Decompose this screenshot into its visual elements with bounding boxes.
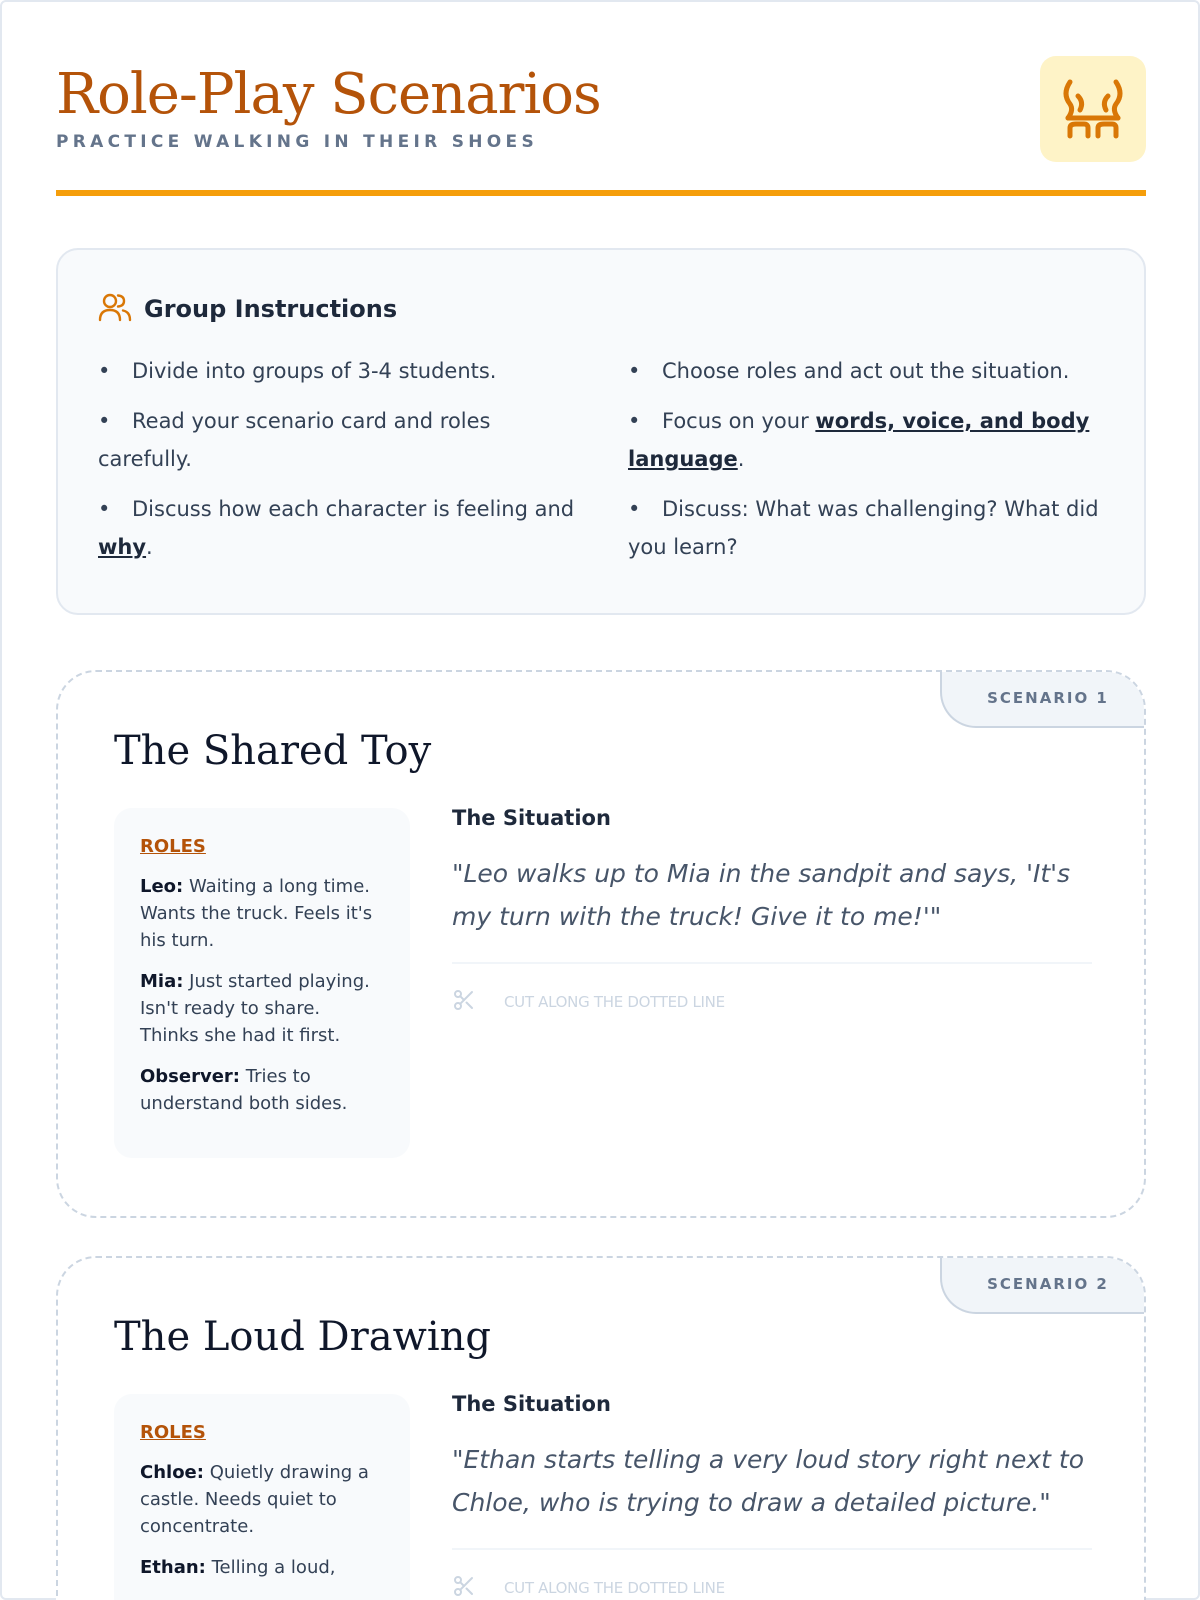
situation-heading: The Situation <box>452 1392 611 1416</box>
scenario-title: The Loud Drawing <box>114 1314 491 1360</box>
scenario-card <box>56 1256 1146 1600</box>
cut-line-note <box>452 1574 1092 1600</box>
situation-text: "Leo walks up to Mia in the sandpit and says, 'It's my turn with the truck! Give it to me!'" <box>452 852 1092 964</box>
theater-icon <box>1040 56 1146 162</box>
instructions-header <box>98 292 397 326</box>
instruction-item: • Focus on your words, voice, and body language. <box>628 409 1090 471</box>
instruction-item: • Divide into groups of 3-4 students. <box>98 359 497 383</box>
role-item: Chloe: Quietly drawing a castle. Needs quiet to concentrate. <box>140 1462 369 1537</box>
cut-text: CUT ALONG THE DOTTED LINE <box>504 1579 725 1597</box>
page-subtitle: PRACTICE WALKING IN THEIR SHOES <box>56 132 539 152</box>
roles-label: ROLES <box>140 836 206 857</box>
emphasis-text: words, voice, and body language <box>628 409 1090 471</box>
roles-panel <box>114 808 410 1158</box>
users-icon <box>98 292 132 326</box>
instruction-item: • Read your scenario card and roles carefully. <box>98 409 491 471</box>
instruction-item: • Discuss how each character is feeling and why. <box>98 497 575 559</box>
page-header <box>56 52 1146 196</box>
cut-text: CUT ALONG THE DOTTED LINE <box>504 993 725 1011</box>
instructions-column-left <box>98 352 578 578</box>
scenario-tag: SCENARIO 1 <box>940 670 1146 728</box>
situation-section <box>452 806 1092 1016</box>
cut-line-note <box>452 988 1092 1016</box>
instructions-column-right <box>628 352 1118 578</box>
role-item: Leo: Waiting a long time. Wants the truck. Feels it's his turn. <box>140 876 373 951</box>
page-title: Role-Play Scenarios <box>56 62 601 127</box>
situation-section <box>452 1392 1092 1600</box>
roles-label: ROLES <box>140 1422 206 1443</box>
scissors-icon <box>452 1574 476 1600</box>
role-item: Ethan: Telling a loud, <box>140 1557 336 1578</box>
scenario-title: The Shared Toy <box>114 728 432 774</box>
instruction-item: • Discuss: What was challenging? What did you learn? <box>628 497 1099 559</box>
situation-heading: The Situation <box>452 806 611 830</box>
role-item: Observer: Tries to understand both sides. <box>140 1066 348 1114</box>
emphasis-text: why <box>98 535 147 559</box>
instructions-title: Group Instructions <box>144 295 398 323</box>
instruction-item: • Choose roles and act out the situation. <box>628 359 1070 383</box>
scissors-icon <box>452 988 476 1016</box>
scenario-card <box>56 670 1146 1218</box>
scenario-tag: SCENARIO 2 <box>940 1256 1146 1314</box>
group-instructions-panel <box>56 248 1146 615</box>
roles-panel <box>114 1394 410 1600</box>
role-item: Mia: Just started playing. Isn't ready to share. Thinks she had it first. <box>140 971 370 1046</box>
situation-text: "Ethan starts telling a very loud story right next to Chloe, who is trying to draw a detailed picture." <box>452 1438 1092 1550</box>
